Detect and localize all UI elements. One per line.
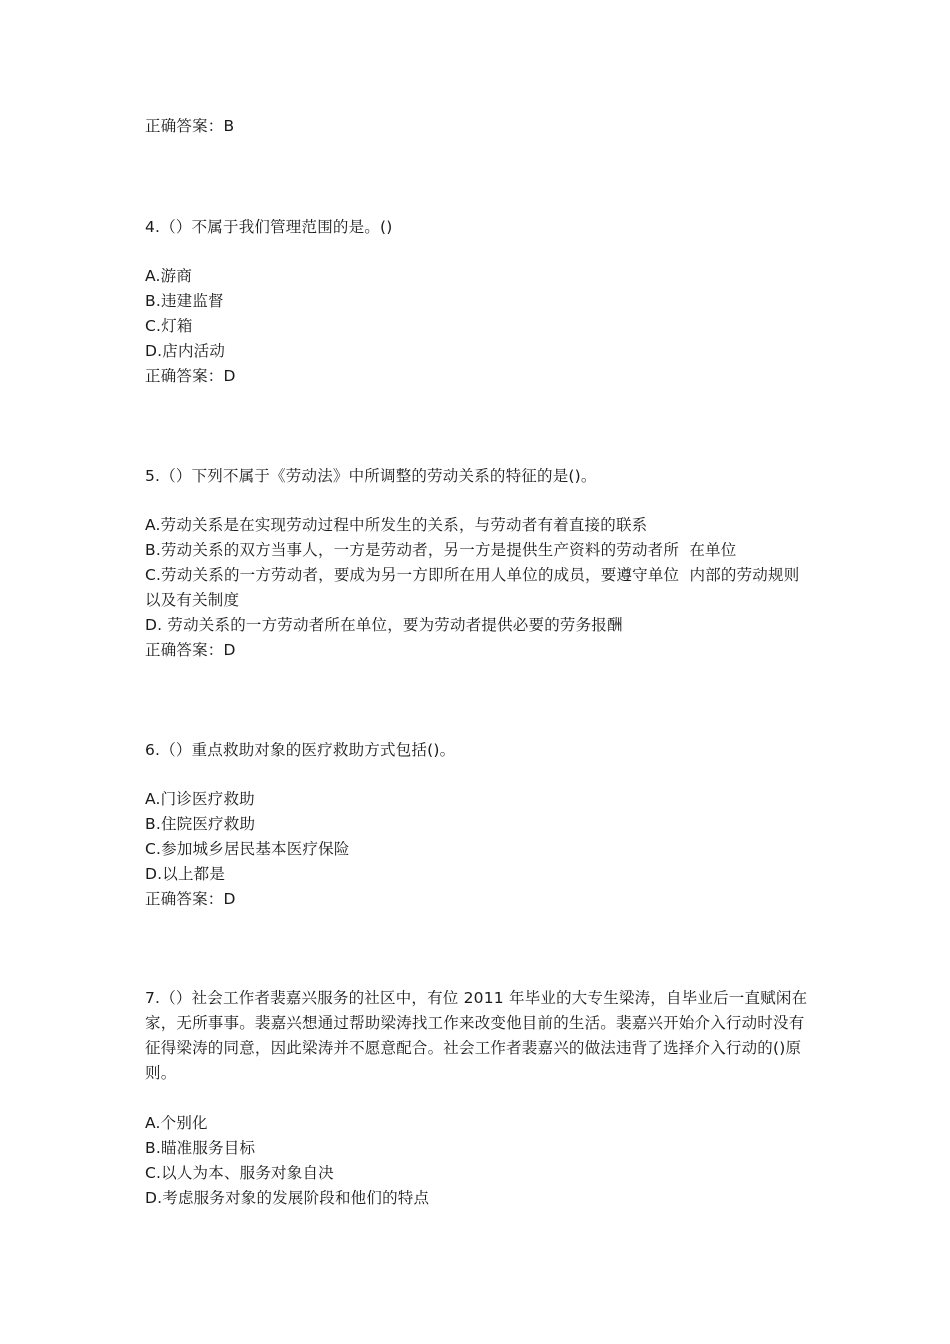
- q7-option-a: A.个别化: [145, 1114, 208, 1132]
- q6-option-b: B.住院医疗救助: [145, 815, 256, 833]
- q4-option-d: D.店内活动: [145, 342, 226, 360]
- q7-question: 7.（）社会工作者裴嘉兴服务的社区中，有位 2011 年毕业的大专生梁涛，自毕业后一直赋闲在家，无所事事。裴嘉兴想通过帮助梁涛找工作来改变他目前的生活。裴嘉兴开始介入行动时没有征得梁涛的同意，因此梁涛并不愿意配合。社会工作者裴嘉兴的做法违背了选择介入行动的()原则。: [145, 989, 808, 1082]
- q5-question: 5.（）下列不属于《劳动法》中所调整的劳动关系的特征的是()。: [145, 467, 597, 485]
- q5-option-a: A.劳动关系是在实现劳动过程中所发生的关系，与劳动者有着直接的联系: [145, 516, 648, 534]
- q5-option-b: B.劳动关系的双方当事人，一方是劳动者，另一方是提供生产资料的劳动者所 在单位: [145, 541, 737, 559]
- q6-option-c: C.参加城乡居民基本医疗保险: [145, 840, 350, 858]
- q7-option-d: D.考虑服务对象的发展阶段和他们的特点: [145, 1189, 430, 1207]
- q7-option-b: B.瞄准服务目标: [145, 1139, 256, 1157]
- q6-option-d: D.以上都是: [145, 865, 226, 883]
- q6-answer: 正确答案：D: [145, 890, 236, 908]
- q5-option-c: C.劳动关系的一方劳动者，要成为另一方即所在用人单位的成员，要遵守单位 内部的劳动规则以及有关制度: [145, 566, 800, 609]
- q4-option-a: A.游商: [145, 267, 193, 285]
- q4-answer: 正确答案：D: [145, 367, 236, 385]
- q6-question: 6.（）重点救助对象的医疗救助方式包括()。: [145, 741, 456, 759]
- q4-option-b: B.违建监督: [145, 292, 224, 310]
- previous-answer: 正确答案：B: [145, 117, 235, 135]
- q7-option-c: C.以人为本、服务对象自决: [145, 1164, 334, 1182]
- q5-answer: 正确答案：D: [145, 641, 236, 659]
- q6-option-a: A.门诊医疗救助: [145, 790, 255, 808]
- q4-option-c: C.灯箱: [145, 317, 193, 335]
- q4-question: 4.（）不属于我们管理范围的是。(): [145, 218, 393, 236]
- q5-option-d: D. 劳动关系的一方劳动者所在单位，要为劳动者提供必要的劳务报酬: [145, 616, 623, 634]
